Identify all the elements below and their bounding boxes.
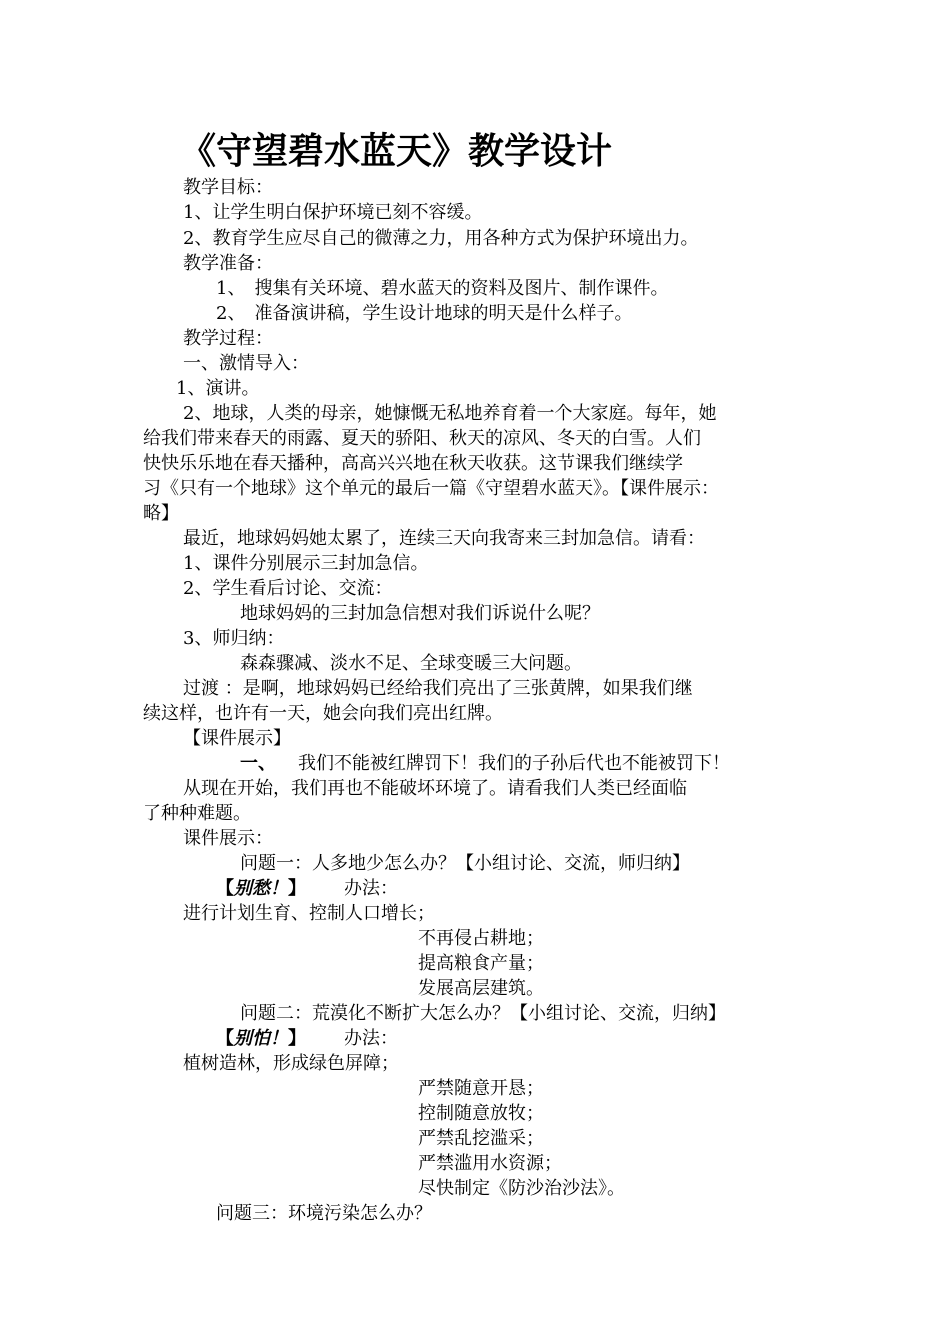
bracket: 【 — [216, 1028, 234, 1049]
method-item: 不再侵占耕地； — [418, 928, 544, 949]
problem-2: 问题二：荒漠化不断扩大怎么办？【小组讨论、交流，归纳】 — [240, 1003, 726, 1024]
slogan-text: 我们不能被红牌罚下！我们的子孙后代也不能被罚下！ — [298, 753, 730, 774]
method-item: 发展高层建筑。 — [418, 978, 544, 999]
paragraph-line: 了种种难题。 — [143, 803, 251, 824]
paragraph-line: 过渡 ：是啊，地球妈妈已经给我们亮出了三张黄牌，如果我们继 — [183, 678, 693, 699]
intro-step-1: 1、演讲。 — [176, 378, 260, 399]
paragraph-line: 快快乐乐地在春天播种，高高兴兴地在秋天收获。这节课我们继续学 — [143, 453, 683, 474]
heading-process: 教学过程： — [183, 328, 273, 349]
method-item: 进行计划生育、控制人口增长； — [183, 903, 435, 924]
solution-header-2 — [216, 1027, 398, 1051]
method-item: 严禁乱挖滥采； — [418, 1128, 544, 1149]
method-item: 提高粮食产量； — [418, 953, 544, 974]
paragraph-line: 习《只有一个地球》这个单元的最后一篇《守望碧水蓝天》。【课件展示： — [143, 478, 719, 499]
paragraph-line: 给我们带来春天的雨露、夏天的骄阳、秋天的凉风、冬天的白雪。人们 — [143, 428, 701, 449]
heading-objectives: 教学目标： — [183, 177, 273, 198]
method-item: 植树造林，形成绿色屏障； — [183, 1053, 399, 1074]
slogan-line — [240, 752, 730, 776]
method-item: 严禁随意开恳； — [418, 1078, 544, 1099]
preparation-2: 2、 准备演讲稿，学生设计地球的明天是什么样子。 — [216, 303, 633, 324]
question-line: 地球妈妈的三封加急信想对我们诉说什么呢？ — [240, 603, 600, 624]
dont-worry-label: 别愁！ — [234, 878, 288, 899]
method-label: 办法： — [344, 1028, 398, 1049]
paragraph-line: 2、地球，人类的母亲，她慷慨无私地养育着一个大家庭。每年，她 — [183, 403, 717, 424]
courseware-label: 【课件展示】 — [183, 728, 291, 749]
problem-3: 问题三：环境污染怎么办？ — [216, 1203, 432, 1224]
method-item: 尽快制定《防沙治沙法》。 — [418, 1178, 625, 1199]
paragraph-line: 最近，地球妈妈她太累了，连续三天向我寄来三封加急信。请看： — [183, 528, 705, 549]
dont-fear-label: 别怕！ — [234, 1028, 288, 1049]
document-title: 《守望碧水蓝天》教学设计 — [180, 131, 613, 172]
paragraph-line: 续这样，也许有一天，她会向我们亮出红牌。 — [143, 703, 503, 724]
list-item: 1、课件分别展示三封加急信。 — [183, 553, 429, 574]
objective-2: 2、教育学生应尽自己的微薄之力，用各种方式为保护环境出力。 — [183, 228, 699, 249]
method-item: 严禁滥用水资源； — [418, 1153, 562, 1174]
list-item: 3、师归纳： — [183, 628, 285, 649]
section-intro: 一、激情导入： — [183, 353, 309, 374]
bracket: 】 — [288, 878, 306, 899]
paragraph-line: 从现在开始，我们再也不能破坏环境了。请看我们人类已经面临 — [183, 778, 687, 799]
problem-1: 问题一：人多地少怎么办？【小组讨论、交流，师归纳】 — [240, 853, 690, 874]
bracket: 】 — [288, 1028, 306, 1049]
method-label: 办法： — [344, 878, 398, 899]
courseware-label: 课件展示： — [183, 828, 273, 849]
bracket: 【 — [216, 878, 234, 899]
summary-line: 森森骤减、淡水不足、全球变暖三大问题。 — [240, 653, 582, 674]
paragraph-line: 略】 — [143, 503, 179, 524]
slogan-number: 一、 — [240, 753, 276, 774]
preparation-1: 1、 搜集有关环境、碧水蓝天的资料及图片、制作课件。 — [216, 278, 669, 299]
objective-1: 1、让学生明白保护环境已刻不容缓。 — [183, 202, 483, 223]
solution-header-1 — [216, 877, 398, 901]
heading-preparation: 教学准备： — [183, 253, 273, 274]
list-item: 2、学生看后讨论、交流： — [183, 578, 393, 599]
method-item: 控制随意放牧； — [418, 1103, 544, 1124]
